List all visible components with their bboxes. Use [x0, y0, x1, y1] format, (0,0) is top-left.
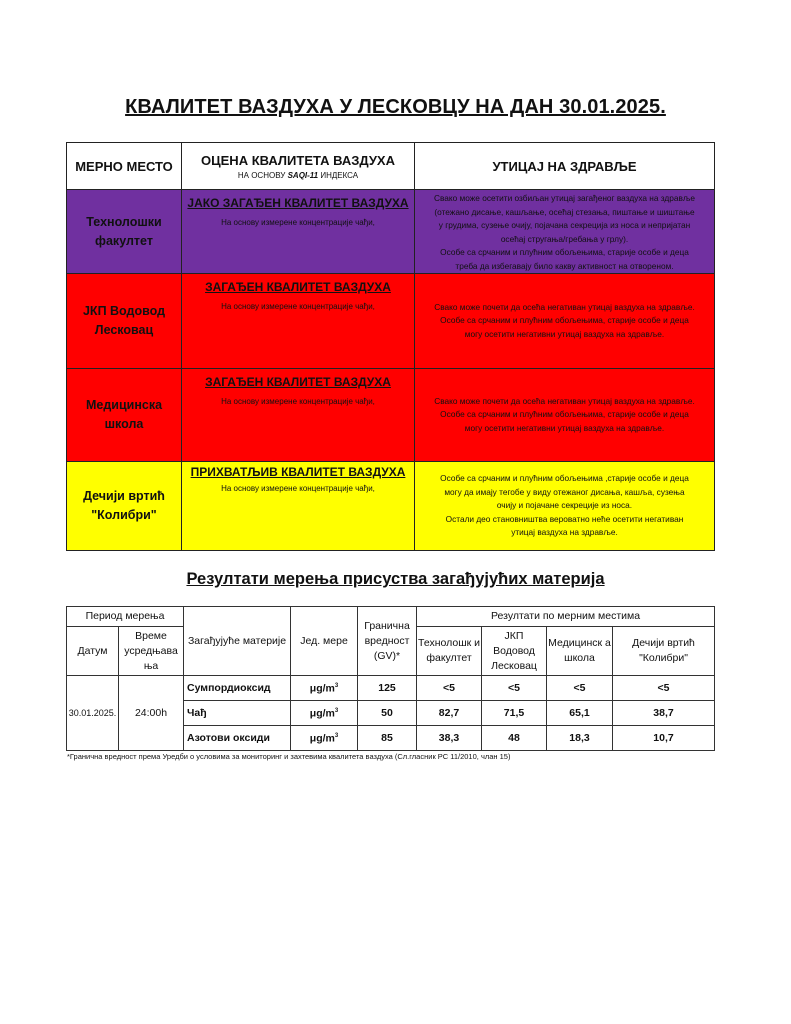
- unit-exponent: 3: [334, 733, 339, 740]
- grade-title: ПРИХВАТЉИВ КВАЛИТЕТ ВАЗДУХА: [190, 465, 406, 479]
- value-cell: <5: [417, 676, 482, 701]
- pollutant-cell: Азотови оксиди: [184, 726, 291, 751]
- footnote: *Гранична вредност према Уредби о условима за мониторинг и захтевима квалитета ваздуха (Сл.гласник РС 11/2010, члан 15): [67, 752, 511, 761]
- air-quality-table: [66, 142, 715, 551]
- header-site: Медицинск а школа: [547, 627, 613, 676]
- unit-cell: [291, 701, 358, 726]
- value-cell: 82,7: [417, 701, 482, 726]
- grade-note: На основу измерене концентрације чађи,: [221, 484, 375, 493]
- effect-line: Особе са срчаним и плућним обољењима, старије особе и деца: [440, 409, 689, 420]
- effect-line: Особе са срчаним и плућним обољењима, старије особе и деца: [440, 315, 689, 326]
- header-unit: Јед. мере: [291, 607, 358, 676]
- date-cell: 30.01.2025.: [67, 676, 119, 751]
- grade-cell: [182, 369, 415, 462]
- location-line: факултет: [95, 233, 153, 248]
- effect-line: очију и појачане секреције из носа.: [496, 500, 633, 511]
- unit-cell: [291, 676, 358, 701]
- effect-line: осећај стругања/гребања у грлу).: [500, 233, 629, 244]
- header-grade: [182, 143, 415, 190]
- health-effect-cell: [415, 462, 715, 551]
- value-cell: 38,7: [613, 701, 715, 726]
- header-grade-title: ОЦЕНА КВАЛИТЕТА ВАЗДУХА: [201, 152, 395, 168]
- location-line: Лесковац: [94, 323, 154, 337]
- effect-line: могу осетити негативни утицај ваздуха на здравље.: [464, 328, 665, 339]
- value-cell: <5: [482, 676, 547, 701]
- grade-note: На основу измерене концентрације чађи,: [221, 397, 375, 406]
- unit-base: μg/m: [309, 732, 335, 745]
- results-title: Резултати мерења присуства загађујућих материја: [186, 570, 605, 588]
- air-quality-header-row: [67, 143, 715, 190]
- value-cell: 38,3: [417, 726, 482, 751]
- pollutant-cell: Сумпордиоксид: [184, 676, 291, 701]
- air-quality-row: [67, 274, 715, 369]
- header-grade-sub-prefix: НА ОСНОВУ: [237, 170, 288, 180]
- header-site: Технолошк и факултет: [417, 627, 482, 676]
- unit-exponent: 3: [334, 683, 339, 690]
- location-line: Технолошки: [86, 214, 162, 229]
- results-header-row: [67, 607, 715, 627]
- effect-line: треба да избегавају било какву активност на отвореном.: [455, 260, 674, 271]
- value-cell: 18,3: [547, 726, 613, 751]
- header-pollutants: Загађујуће материје: [184, 607, 291, 676]
- location-line: Медицинска: [85, 398, 163, 412]
- effect-line: Свако може почети да осећа негативан утицај ваздуха на здравље.: [434, 301, 695, 312]
- grade-title: ЗАГАЂЕН КВАЛИТЕТ ВАЗДУХА: [205, 280, 391, 294]
- limit-cell: 125: [358, 676, 417, 701]
- header-period: Период мерења: [67, 607, 184, 627]
- header-health: УТИЦАЈ НА ЗДРАВЉЕ: [415, 143, 715, 190]
- location-cell: [67, 462, 182, 551]
- unit-cell: [291, 726, 358, 751]
- grade-cell: [182, 274, 415, 369]
- grade-title: ЈАКО ЗАГАЂЕН КВАЛИТЕТ ВАЗДУХА: [187, 196, 409, 210]
- location-line: "Колибри": [91, 508, 157, 522]
- location-cell: [67, 369, 182, 462]
- effect-line: у грудима, сузење очију, појачана секреција из носа и непријатан: [438, 220, 691, 230]
- effect-line: могу осетити негативни утицај ваздуха на здравље.: [464, 422, 665, 433]
- value-cell: 48: [482, 726, 547, 751]
- header-results-by-site: Резултати по мерним местима: [417, 607, 715, 627]
- grade-cell: [182, 462, 415, 551]
- header-limit: Гранична вредност (GV)*: [358, 607, 417, 676]
- grade-note: На основу измерене концентрације чађи,: [221, 302, 375, 311]
- value-cell: 65,1: [547, 701, 613, 726]
- averaging-time-cell: 24:00h: [119, 676, 184, 751]
- effect-line: Особе са срчаним и плућним обољењима, старије особе и деца: [440, 247, 689, 257]
- value-cell: 71,5: [482, 701, 547, 726]
- effect-line: Особе са срчаним и плућним обољењима ,старије особе и деца: [440, 473, 689, 484]
- effect-line: утицај ваздуха на здравље.: [511, 527, 618, 538]
- location-cell: [67, 190, 182, 274]
- pollutant-cell: Чађ: [184, 701, 291, 726]
- effect-line: Свако може почети да осећа негативан утицај ваздуха на здравље.: [434, 395, 695, 406]
- effect-line: Свако може осетити озбиљан утицај загађеног ваздуха на здравље: [433, 193, 696, 203]
- header-averaging-time: Време усредњава ња: [119, 627, 184, 676]
- header-date: Датум: [67, 627, 119, 676]
- value-cell: 10,7: [613, 726, 715, 751]
- header-grade-sub-suffix: ИНДЕКСА: [318, 170, 359, 180]
- unit-exponent: 3: [334, 708, 339, 715]
- effect-line: (отежано дисање, кашљање, осећај стезања, пиштање и шиштање: [434, 206, 695, 217]
- location-cell: [67, 274, 182, 369]
- effect-line: могу да имају тегобе у виду отежаног дисања, кашља, сузења: [444, 486, 685, 497]
- location-line: Дечији вртић: [83, 489, 165, 503]
- header-grade-sub-index: SAQI-11: [287, 170, 319, 180]
- results-row: [67, 676, 715, 701]
- health-effect-cell: [415, 190, 715, 274]
- health-effect-cell: [415, 274, 715, 369]
- air-quality-row: [67, 369, 715, 462]
- health-effect-cell: [415, 369, 715, 462]
- unit-base: μg/m: [309, 682, 335, 695]
- header-grade-subtitle: [184, 171, 412, 180]
- page-title: КВАЛИТЕТ ВАЗДУХА У ЛЕСКОВЦУ НА ДАН 30.01.2025.: [125, 96, 666, 118]
- location-line: ЈКП Водовод: [82, 304, 166, 318]
- air-quality-row: [67, 462, 715, 551]
- header-site: ЈКП Водовод Лесковац: [482, 627, 547, 676]
- air-quality-row: [67, 190, 715, 274]
- results-table: [66, 606, 715, 751]
- value-cell: <5: [613, 676, 715, 701]
- value-cell: <5: [547, 676, 613, 701]
- header-location: МЕРНО МЕСТО: [67, 143, 182, 190]
- header-site: Дечији вртић "Колибри": [613, 627, 715, 676]
- limit-cell: 50: [358, 701, 417, 726]
- limit-cell: 85: [358, 726, 417, 751]
- grade-cell: [182, 190, 415, 274]
- grade-note: На основу измерене концентрације чађи,: [221, 218, 375, 227]
- effect-line: Остали део становништва вероватно неће осетити негативан: [445, 513, 684, 524]
- unit-base: μg/m: [309, 707, 335, 720]
- grade-title: ЗАГАЂЕН КВАЛИТЕТ ВАЗДУХА: [205, 375, 391, 389]
- location-line: школа: [104, 417, 144, 431]
